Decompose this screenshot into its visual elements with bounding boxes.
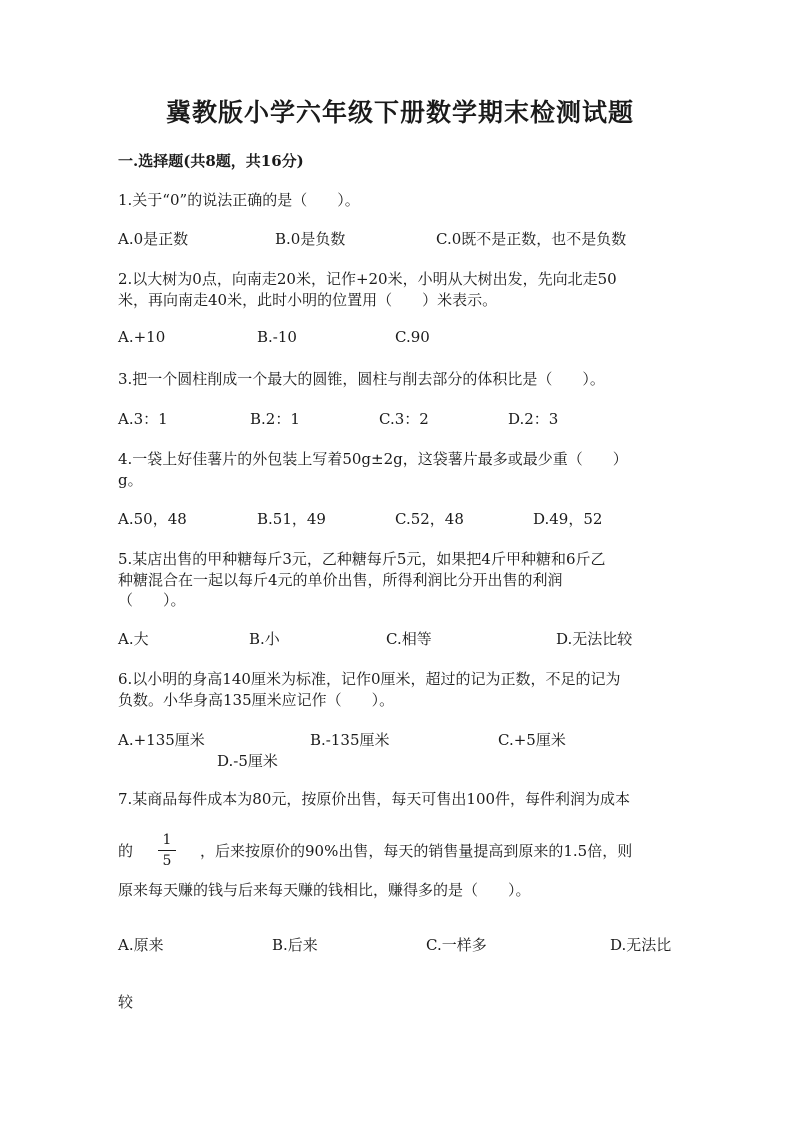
question-7-text-line2-start: 的	[118, 842, 134, 860]
q3-option-b[interactable]: B.2：1	[250, 410, 300, 428]
q4-option-d[interactable]: D.49，52	[533, 510, 603, 528]
q6-option-b[interactable]: B.-135厘米	[310, 731, 390, 749]
q3-option-d[interactable]: D.2：3	[508, 410, 559, 428]
question-2-text-line1: 2.以大树为0点，向南走20米，记作+20米，小明从大树出发，先向北走50	[118, 270, 617, 288]
q6-option-d[interactable]: D.-5厘米	[217, 752, 278, 770]
page-title: 冀教版小学六年级下册数学期末检测试题	[165, 98, 634, 127]
fraction-bar	[158, 850, 176, 851]
q5-option-c[interactable]: C.相等	[386, 630, 432, 648]
fraction-numerator: 1	[162, 832, 172, 848]
q3-option-c[interactable]: C.3：2	[379, 410, 429, 428]
q4-option-b[interactable]: B.51，49	[257, 510, 326, 528]
q5-option-d[interactable]: D.无法比较	[556, 630, 633, 648]
section-heading: 一.选择题(共8题，共16分)	[118, 152, 304, 170]
question-6-text-line1: 6.以小明的身高140厘米为标准，记作0厘米，超过的记为正数，不足的记为	[118, 670, 621, 688]
question-7-text-line3: 原来每天赚的钱与后来每天赚的钱相比，赚得多的是（ ）。	[118, 881, 531, 899]
question-1-text: 1.关于“0”的说法正确的是（ ）。	[118, 191, 360, 209]
question-4-text-line2: g。	[118, 471, 143, 489]
q6-option-a[interactable]: A.+135厘米	[118, 731, 205, 749]
q7-option-a[interactable]: A.原来	[118, 936, 164, 954]
question-6-text-line2: 负数。小华身高135厘米应记作（ ）。	[118, 691, 395, 709]
question-7-text-line2-end: ，后来按原价的90%出售，每天的销售量提高到原来的1.5倍，则	[200, 842, 633, 860]
q7-option-b[interactable]: B.后来	[272, 936, 318, 954]
q1-option-b[interactable]: B.0是负数	[275, 230, 346, 248]
q2-option-b[interactable]: B.-10	[257, 328, 297, 346]
q1-option-c[interactable]: C.0既不是正数，也不是负数	[436, 230, 627, 248]
q6-option-c[interactable]: C.+5厘米	[498, 731, 566, 749]
q1-option-a[interactable]: A.0是正数	[118, 230, 189, 248]
q3-option-a[interactable]: A.3：1	[118, 410, 168, 428]
fraction-denominator: 5	[162, 853, 172, 869]
q7-option-c[interactable]: C.一样多	[426, 936, 487, 954]
question-2-text-line2: 米，再向南走40米，此时小明的位置用（ ）米表示。	[118, 291, 498, 309]
q5-option-b[interactable]: B.小	[249, 630, 280, 648]
question-3-text: 3.把一个圆柱削成一个最大的圆锥，圆柱与削去部分的体积比是（ ）。	[118, 370, 605, 388]
q4-option-a[interactable]: A.50，48	[118, 510, 187, 528]
question-5-text-line3: （ ）。	[118, 591, 186, 609]
q4-option-c[interactable]: C.52，48	[395, 510, 464, 528]
question-4-text-line1: 4.一袋上好佳薯片的外包装上写着50g±2g，这袋薯片最多或最少重（ ）	[118, 450, 628, 468]
question-5-text-line2: 种糖混合在一起以每斤4元的单价出售，所得利润比分开出售的利润	[118, 571, 563, 589]
q7-option-d-wrap: 较	[118, 993, 134, 1011]
q5-option-a[interactable]: A.大	[118, 630, 149, 648]
fraction-one-fifth	[158, 832, 176, 869]
question-7-text-line1: 7.某商品每件成本为80元，按原价出售，每天可售出100件，每件利润为成本	[118, 790, 631, 808]
q7-option-d[interactable]: D.无法比	[610, 936, 672, 954]
q2-option-a[interactable]: A.+10	[118, 328, 166, 346]
question-5-text-line1: 5.某店出售的甲种糖每斤3元，乙种糖每斤5元，如果把4斤甲种糖和6斤乙	[118, 550, 606, 568]
q2-option-c[interactable]: C.90	[395, 328, 430, 346]
